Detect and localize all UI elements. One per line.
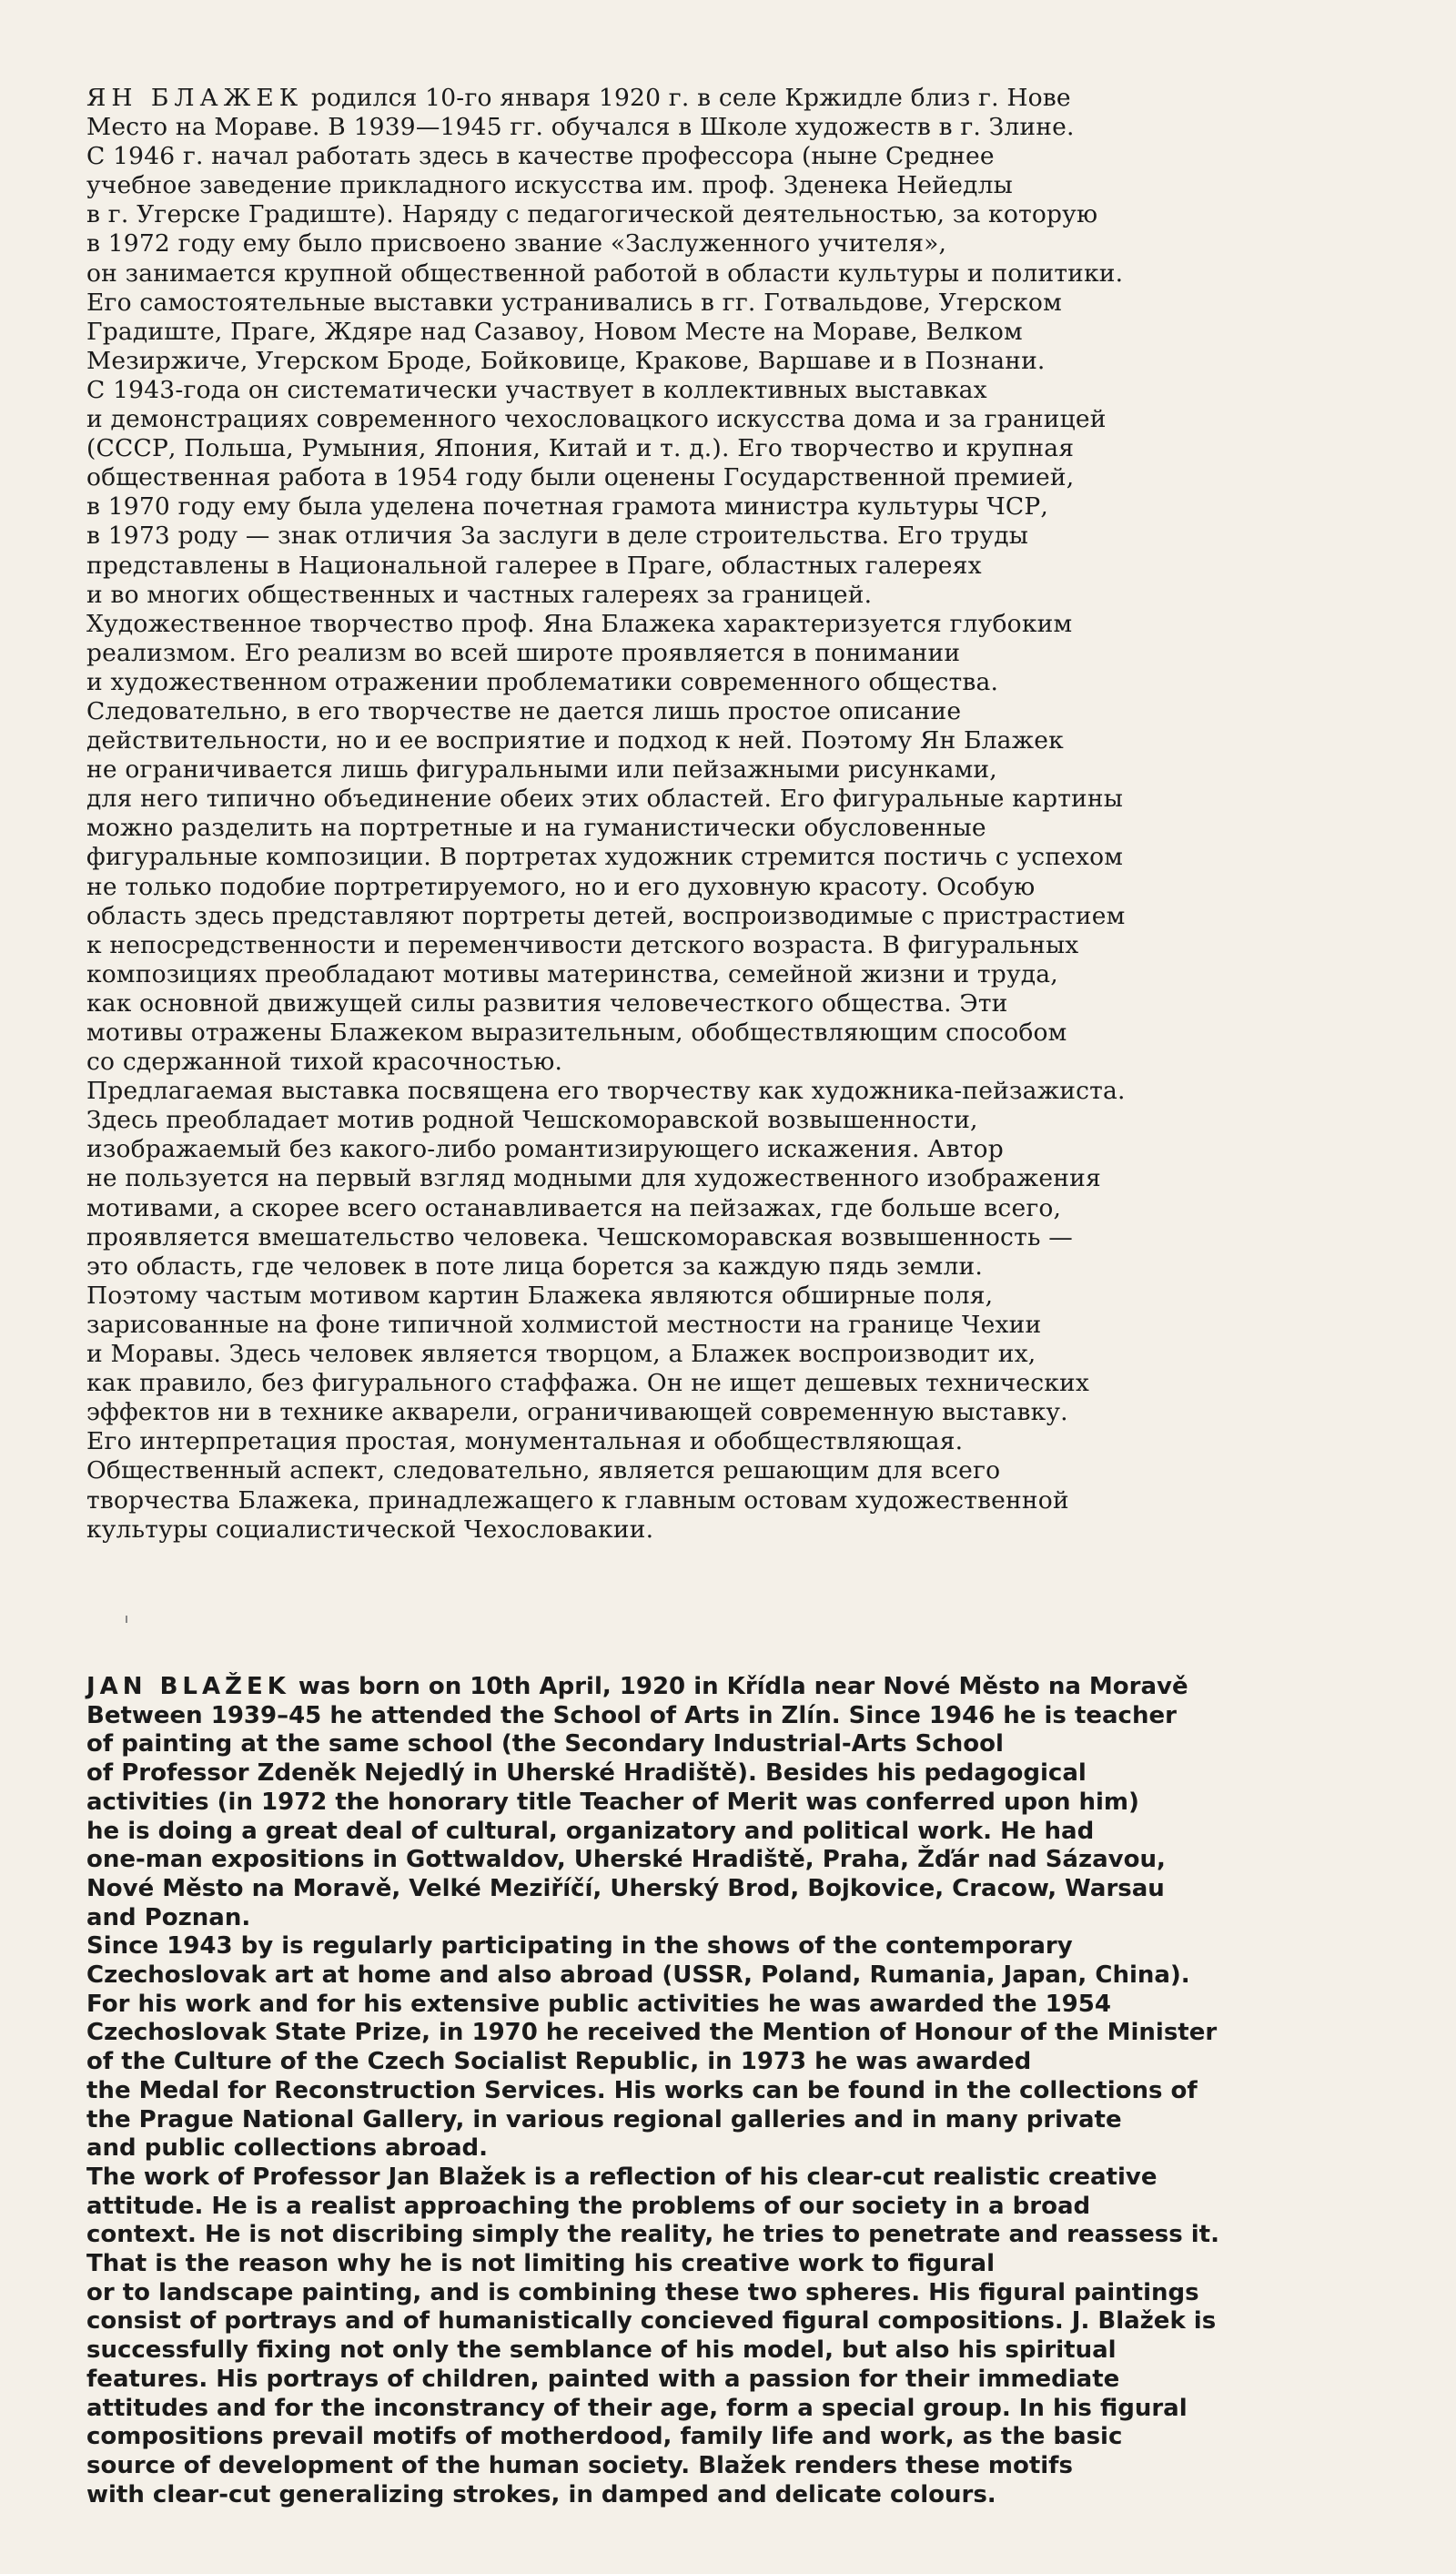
text-line: он занимается крупной общественной работой в области культуры и политики. <box>86 258 1124 288</box>
text-line: и демонстрациях современного чехословацкого искусства дома и за границей <box>86 405 1107 434</box>
text-line: attitudes and for the inconstrancy of their age, form a special group. In his figural <box>86 2394 1188 2422</box>
text-line: проявляется вмешательство человека. Чешскоморавская возвышенность — <box>86 1222 1073 1252</box>
text-line: и художественном отражении проблематики современного общества. <box>86 667 999 696</box>
english-first-line: JAN BLAŽEK was born on 10th April, 1920 in Křídla near Nové Město na Moravě <box>86 1673 1188 1700</box>
text-line: в 1970 году ему была уделена почетная грамота министра культуры ЧСР, <box>86 492 1049 522</box>
text-line: attitude. He is a realist approaching the problems of our society in a broad <box>86 2192 1091 2220</box>
text-line: (СССР, Польша, Румыния, Япония, Китай и т. д.). Его творчество и крупная <box>86 434 1075 463</box>
text-line: для него типично объединение обеих этих областей. Его фигуральные картины <box>86 785 1124 814</box>
text-line: это область, где человек в поте лица борется за каждую пядь земли. <box>86 1252 984 1281</box>
text-line: with clear-cut generalizing strokes, in damped and delicate colours. <box>86 2480 996 2508</box>
text-line: эффектов ни в технике акварели, ограничивающей современную выставку. <box>86 1398 1068 1427</box>
russian-artist-name: ЯН БЛАЖЕК <box>86 84 304 112</box>
text-line: The work of Professor Jan Blažek is a reflection of his clear-cut realistic creative <box>86 2163 1158 2191</box>
text-line: Следовательно, в его творчестве не дается лишь простое описание <box>86 696 962 725</box>
text-line: мотивами, а скорее всего останавливается на пейзажах, где больше всего, <box>86 1193 1062 1222</box>
text-line: Between 1939–45 he attended the School of Arts in Zlín. Since 1946 he is teacher <box>86 1701 1177 1729</box>
text-line: compositions prevail motifs of motherdood, family life and work, as the basic <box>86 2423 1123 2451</box>
text-line: one-man expositions in Gottwaldov, Uherské Hradiště, Praha, Žďár nad Sázavou, <box>86 1846 1166 1874</box>
text-line: consist of portrays and of humanistically concieved figural compositions. J. Blažek is <box>86 2307 1217 2336</box>
text-line: мотивы отражены Блажеком выразительным, обобществляющим способом <box>86 1018 1067 1047</box>
print-speck <box>126 1616 127 1623</box>
text-line: Czechoslovak art at home and also abroad (USSR, Poland, Rumania, Japan, China). <box>86 1961 1190 1990</box>
text-line: Поэтому частым мотивом картин Блажека являются обширные поля, <box>86 1281 994 1310</box>
text-line: That is the reason why he is not limiting his creative work to figural <box>86 2250 995 2278</box>
text-line: Предлагаемая выставка посвящена его творчеству как художника-пейзажиста. <box>86 1077 1126 1106</box>
text-line: context. He is not discribing simply the reality, he tries to penetrate and reassess it. <box>86 2221 1219 2249</box>
text-line: и Моравы. Здесь человек является творцом, а Блажек воспроизводит их, <box>86 1340 1036 1369</box>
text-line: изображаемый без какого-либо романтизирующего искажения. Автор <box>86 1135 1004 1164</box>
text-line: the Prague National Gallery, in various regional galleries and in many private <box>86 2105 1122 2133</box>
text-line: в г. Угерске Градиште). Наряду с педагогической деятельностью, за которую <box>86 200 1098 229</box>
text-line: Nové Město na Moravě, Velké Meziříčí, Uherský Brod, Bojkovice, Cracow, Warsau <box>86 1874 1165 1902</box>
text-line: можно разделить на портретные и на гуманистически обусловенные <box>86 814 986 843</box>
text-line: Здесь преобладает мотив родной Чешскоморавской возвышенности, <box>86 1106 978 1135</box>
text-line: Градиште, Праге, Ждяре над Сазавоу, Новом Месте на Мораве, Велком <box>86 317 1023 346</box>
text-line: activities (in 1972 the honorary title Teacher of Merit was conferred upon him) <box>86 1788 1139 1816</box>
text-line: or to landscape painting, and is combining these two spheres. His figural paintings <box>86 2278 1199 2306</box>
text-line: в 1973 роду — знак отличия За заслуги в деле строительства. Его труды <box>86 522 1029 551</box>
text-line: Общественный аспект, следовательно, является решающим для всего <box>86 1456 1001 1485</box>
english-biography <box>86 1673 1397 2509</box>
text-line: фигуральные композиции. В портретах художник стремится постичь с успехом <box>86 843 1124 872</box>
text-line: и во многих общественных и частных галереях за границей. <box>86 580 873 609</box>
text-line: For his work and for his extensive public activities he was awarded the 1954 <box>86 1990 1111 2018</box>
text-line: Его интерпретация простая, монументальная и обобществляющая. <box>86 1427 964 1456</box>
text-line: не пользуется на первый взгляд модными для художественного изображения <box>86 1164 1101 1193</box>
text-line: he is doing a great deal of cultural, organizatory and political work. He had <box>86 1817 1095 1845</box>
text-line: Since 1943 by is regularly participating in the shows of the contemporary <box>86 1932 1073 1961</box>
text-line: С 1946 г. начал работать здесь в качестве профессора (ныне Среднее <box>86 142 995 171</box>
text-line: представлены в Национальной галерее в Праге, областных галереях <box>86 551 982 580</box>
russian-biography <box>86 84 1397 1545</box>
text-line: как основной движущей силы развития человечесткого общества. Эти <box>86 988 1008 1018</box>
text-line: Место на Мораве. В 1939—1945 гг. обучался в Школе художеств в г. Злине. <box>86 113 1075 142</box>
text-line: Мезиржиче, Угерском Броде, Бойковице, Кракове, Варшаве и в Познани. <box>86 346 1046 375</box>
text-line: successfully fixing not only the semblance of his model, but also his spiritual <box>86 2336 1117 2365</box>
text-line: Его самостоятельные выставки устранивались в гг. Готвальдове, Угерском <box>86 288 1062 317</box>
text-line: к непосредственности и переменчивости детского возраста. В фигуральных <box>86 930 1079 959</box>
english-artist-name: JAN BLAŽEK <box>86 1673 290 1700</box>
text-line: действительности, но и ее восприятие и подход к ней. Поэтому Ян Блажек <box>86 726 1064 755</box>
text-line: and Poznan. <box>86 1903 251 1931</box>
text-line: Czechoslovak State Prize, in 1970 he received the Mention of Honour of the Minister <box>86 2019 1218 2047</box>
text-line: and public collections abroad. <box>86 2134 488 2163</box>
text-line: со сдержанной тихой красочностью. <box>86 1048 563 1077</box>
text-line: С 1943-года он систематически участвует в коллективных выставках <box>86 375 987 404</box>
text-line: творчества Блажека, принадлежащего к главным остовам художественной <box>86 1485 1069 1515</box>
text-line: общественная работа в 1954 году были оценены Государственной премией, <box>86 463 1075 492</box>
text-line: учебное заведение прикладного искусства им. проф. Зденека Нейедлы <box>86 171 1013 200</box>
text-line: как правило, без фигурального стаффажа. Он не ищет дешевых технических <box>86 1369 1090 1398</box>
text-line: of Professor Zdeněk Nejedlý in Uherské Hradiště). Besides his pedagogical <box>86 1759 1087 1788</box>
text-line: зарисованные на фоне типичной холмистой местности на границе Чехии <box>86 1310 1042 1339</box>
russian-first-line: ЯН БЛАЖЕК родился 10-го января 1920 г. в селе Кржидле близ г. Нове <box>86 84 1071 112</box>
text-line: the Medal for Reconstruction Services. His works can be found in the collections of <box>86 2076 1198 2104</box>
text-line: Художественное творчество проф. Яна Блажека характеризуется глубоким <box>86 609 1073 638</box>
text-line: не только подобие портретируемого, но и его духовную красоту. Особую <box>86 872 1036 901</box>
text-line: композициях преобладают мотивы материнства, семейной жизни и труда, <box>86 959 1058 988</box>
text-line: область здесь представляют портреты детей, воспроизводимые с пристрастием <box>86 901 1126 930</box>
text-line: не ограничивается лишь фигуральными или пейзажными рисунками, <box>86 755 997 785</box>
text-line: features. His portrays of children, painted with a passion for their immediate <box>86 2365 1120 2393</box>
text-line: в 1972 году ему было присвоено звание «Заслуженного учителя», <box>86 229 947 258</box>
text-line: культуры социалистической Чехословакии. <box>86 1515 654 1544</box>
text-line: реализмом. Его реализм во всей широте проявляется в понимании <box>86 638 961 667</box>
text-line: source of development of the human society. Blažek renders these motifs <box>86 2451 1073 2479</box>
text-line: of the Culture of the Czech Socialist Republic, in 1973 he was awarded <box>86 2048 1032 2076</box>
text-line: of painting at the same school (the Secondary Industrial-Arts School <box>86 1730 1004 1758</box>
